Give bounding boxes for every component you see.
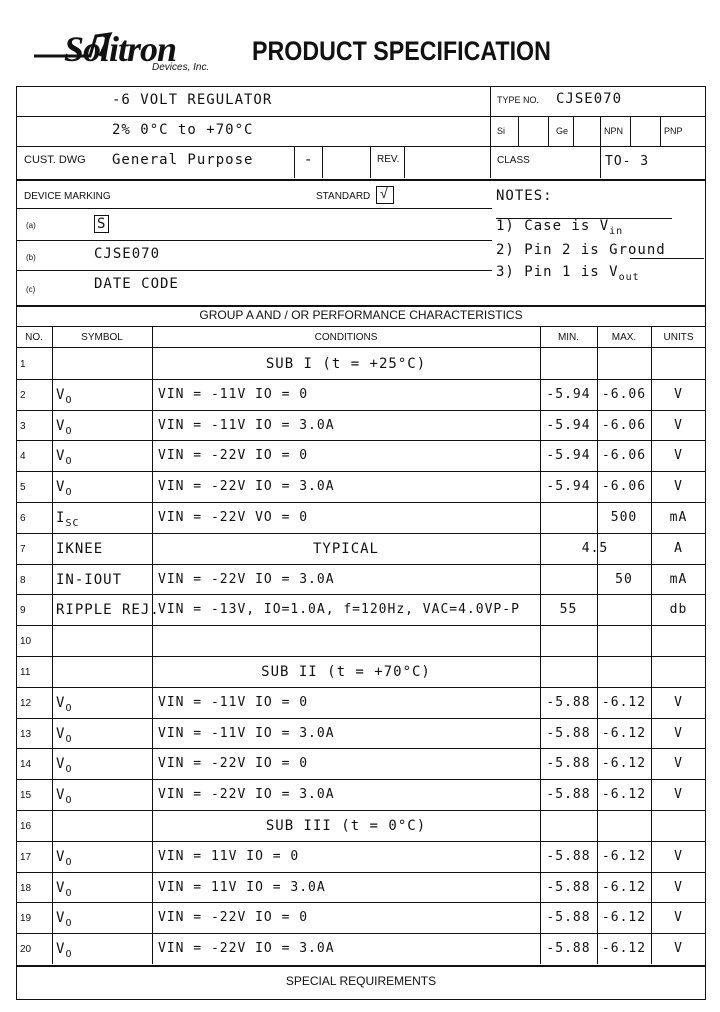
row-condition: VIN = -11V IO = 3.0A <box>158 417 335 433</box>
marking-key-a: (a) <box>26 221 36 230</box>
row-min: -5.88 <box>546 879 591 895</box>
col-header-1: SYMBOL <box>81 332 123 343</box>
row-unit: V <box>674 756 683 772</box>
row-condition: VIN = -22V IO = 0 <box>158 448 309 464</box>
standard-checkbox <box>376 186 394 204</box>
row-unit: V <box>674 725 683 741</box>
row-min: -5.94 <box>546 386 591 402</box>
device-marking-label: DEVICE MARKING <box>24 191 111 202</box>
row-max: -6.06 <box>601 479 647 495</box>
row-condition: TYPICAL <box>312 540 379 557</box>
row-min: -5.88 <box>546 694 591 710</box>
row-unit: V <box>674 787 683 803</box>
row-max: -6.12 <box>601 941 647 957</box>
row-max: -6.12 <box>601 756 647 772</box>
row-unit: V <box>674 694 683 710</box>
row-min: -5.88 <box>546 725 591 741</box>
row-max: -6.12 <box>601 848 647 864</box>
row-condition: VIN = -22V IO = 3.0A <box>158 941 335 957</box>
ge-label: Ge <box>556 126 569 136</box>
si-label: Si <box>497 126 506 136</box>
row-number: 17 <box>20 851 32 863</box>
row-unit: mA <box>669 571 688 587</box>
row-symbol: $V_O$ <box>56 879 73 899</box>
row-condition: VIN = -11V IO = 3.0A <box>158 725 335 741</box>
device-description-line1: -6 VOLT REGULATOR <box>112 92 273 108</box>
row-condition: SUB II (t = +70°C) <box>261 664 431 680</box>
row-unit: A <box>674 540 683 556</box>
row-number: 5 <box>20 482 26 494</box>
row-condition: VIN = -22V IO = 0 <box>158 756 309 772</box>
row-number: 11 <box>20 667 31 678</box>
row-symbol: $V_O$ <box>56 787 73 806</box>
row-number: 2 <box>20 389 26 401</box>
row-symbol: $V_O$ <box>56 848 73 868</box>
row-min: -5.88 <box>546 756 591 772</box>
row-min: 55 <box>559 602 578 618</box>
row-min: -5.88 <box>546 910 591 926</box>
note-3: 3) Pin 1 is $V_{out}$ <box>496 264 640 283</box>
marking-value-a: S <box>94 215 109 233</box>
row-min: -5.88 <box>546 848 591 864</box>
type-no-value: CJSE070 <box>556 91 623 107</box>
row-number: 15 <box>20 790 32 802</box>
row-max: -6.06 <box>601 448 647 464</box>
row-number: 6 <box>20 513 26 524</box>
class-label: CLASS <box>497 155 530 166</box>
row-max: -6.12 <box>601 910 647 926</box>
row-number: 3 <box>20 420 26 432</box>
row-condition: VIN = -22V IO = 3.0A <box>158 787 335 803</box>
row-condition: VIN = -11V IO = 0 <box>158 694 309 710</box>
note-2: 2) Pin 2 is Ground <box>496 242 666 258</box>
row-condition: VIN = -22V VO = 0 <box>158 510 309 525</box>
row-number: 16 <box>20 821 32 832</box>
row-symbol: $V_O$ <box>56 941 73 960</box>
marking-key-b: (b) <box>26 253 36 262</box>
special-requirements-label: SPECIAL REQUIREMENTS <box>285 974 437 988</box>
row-symbol: $V_O$ <box>56 756 73 776</box>
type-no-label: TYPE NO. <box>497 95 540 105</box>
cust-dwg-value: General Purpose <box>112 152 254 168</box>
standard-label: STANDARD <box>316 191 371 202</box>
row-symbol: $I_{SC}$ <box>56 510 80 529</box>
row-typical-value: 4.5 <box>581 540 609 556</box>
row-condition: VIN = -22V IO = 3.0A <box>158 571 335 587</box>
row-max: -6.12 <box>601 879 647 895</box>
row-symbol: $V_O$ <box>56 386 73 406</box>
row-max: 500 <box>610 510 638 525</box>
row-max: -6.12 <box>601 725 647 741</box>
row-max: -6.06 <box>601 417 647 433</box>
pnp-label: PNP <box>664 126 683 136</box>
row-min: -5.94 <box>546 417 591 433</box>
row-number: 9 <box>20 605 26 617</box>
row-symbol: IN-IOUT <box>56 571 123 588</box>
row-number: 18 <box>20 882 32 894</box>
logo-subtitle: Devices, Inc. <box>152 62 210 73</box>
row-condition: SUB III (t = 0°C) <box>265 818 427 834</box>
row-number: 7 <box>20 543 26 555</box>
row-unit: V <box>674 879 683 895</box>
row-condition: VIN = -22V IO = 0 <box>158 910 309 926</box>
page-title: PRODUCT SPECIFICATION <box>252 36 551 66</box>
row-symbol: $V_O$ <box>56 479 73 498</box>
col-header-2: CONDITIONS <box>314 332 378 343</box>
note-1: 1) Case is $V_{in}$ <box>496 218 624 237</box>
marking-value-c: DATE CODE <box>94 276 179 292</box>
row-min: -5.94 <box>546 479 591 495</box>
row-unit: V <box>674 848 683 864</box>
row-symbol: $V_O$ <box>56 910 73 930</box>
row-number: 4 <box>20 451 26 463</box>
row-condition: VIN = 11V IO = 0 <box>158 848 300 864</box>
row-number: 12 <box>20 697 32 709</box>
row-unit: db <box>669 602 688 618</box>
row-unit: V <box>674 910 683 926</box>
col-header-0: NO. <box>25 332 43 343</box>
row-min: -5.88 <box>546 787 591 803</box>
row-symbol: $V_O$ <box>56 417 73 437</box>
row-symbol: RIPPLE REJ. <box>56 602 160 619</box>
row-unit: V <box>674 479 683 495</box>
row-symbol: IKNEE <box>56 540 104 557</box>
row-unit: V <box>674 417 683 433</box>
row-max: -6.12 <box>601 787 647 803</box>
device-description-line2: 2% 0°C to +70°C <box>112 122 254 138</box>
row-number: 14 <box>20 759 32 771</box>
marking-value-b: CJSE070 <box>94 246 161 262</box>
check-icon: √ <box>380 185 388 201</box>
row-max: 50 <box>615 571 633 587</box>
cust-dwg-label: CUST. DWG <box>24 154 86 166</box>
row-symbol: $V_O$ <box>56 694 73 714</box>
row-unit: mA <box>669 510 688 525</box>
row-symbol: $V_O$ <box>56 448 73 468</box>
row-unit: V <box>674 941 683 957</box>
logo-wordmark: Solitron <box>64 29 177 69</box>
notes-title: NOTES: <box>496 188 553 204</box>
cust-dwg-dash: - <box>304 152 314 168</box>
row-unit: V <box>674 386 683 402</box>
row-condition: VIN = -13V, IO=1.0A, f=120Hz, VAC=4.0VP-P <box>158 602 520 618</box>
logo <box>30 26 240 74</box>
row-max: -6.06 <box>601 386 647 402</box>
marking-key-c: (c) <box>26 285 36 294</box>
npn-label: NPN <box>604 126 624 136</box>
row-max: -6.12 <box>601 694 647 710</box>
row-condition: VIN = -11V IO = 0 <box>158 386 309 402</box>
row-min: -5.94 <box>546 448 591 464</box>
row-min: -5.88 <box>546 941 591 957</box>
col-header-3: MIN. <box>557 332 580 343</box>
row-number: 13 <box>20 728 32 740</box>
row-unit: V <box>674 448 683 464</box>
row-number: 19 <box>20 913 32 925</box>
row-number: 1 <box>20 359 26 370</box>
col-header-4: MAX. <box>611 332 637 343</box>
row-condition: VIN = -22V IO = 3.0A <box>158 479 335 495</box>
row-condition: VIN = 11V IO = 3.0A <box>158 879 326 895</box>
row-number: 8 <box>20 574 26 586</box>
col-header-5: UNITS <box>663 332 694 343</box>
row-number: 10 <box>20 636 32 648</box>
rev-label: REV. <box>377 154 400 165</box>
package-value: TO- 3 <box>605 154 650 169</box>
row-condition: SUB I (t = +25°C) <box>265 356 427 372</box>
section-title: GROUP A AND / OR PERFORMANCE CHARACTERISTICS <box>199 308 523 322</box>
row-number: 20 <box>20 944 32 956</box>
row-symbol: $V_O$ <box>56 725 73 745</box>
